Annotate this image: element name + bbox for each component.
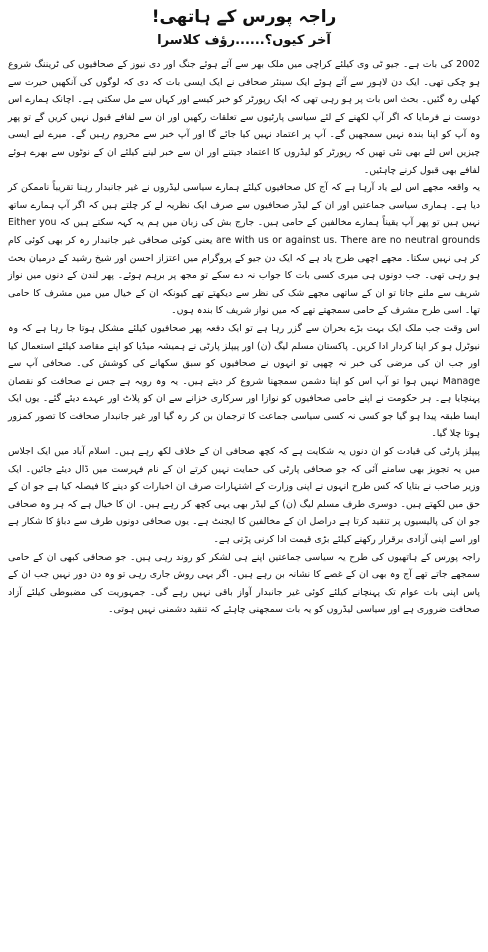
article-title: راجہ پورس کے ہاتھی! (151, 7, 337, 27)
article-byline: آخر کیوں؟......رؤف کلاسرا (157, 33, 331, 48)
article-paragraph: 2002 کی بات ہے۔ جیو ٹی وی کیلئے کراچی میں ملک بھر سے آئے ہوئے جنگ اور دی نیوز کے صحافیوں کی ٹریننگ شروع ہو چکی تھی۔ ایک دن لاہور سے آئے ہوئے ایک سینئر صحافی نے ایک ایسی بات کہ دی کہ لوگوں کی آنکھیں حیرت سے کھلی رہ گئیں۔ بحث اس بات پر ہو رہی تھی کہ ایک رپورٹر کو خبر کیسے اور کہاں سے مل سکتی ہے۔ اچانک ہمارے اس دوست نے فرمایا کہ اگر آپ لکھنے کے لئے سیاسی پارٹیوں سے تعلقات رکھیں اور ان سے لفافے قبول نہیں کریں گے تو پھر وہ آپ کو اپنا بندہ نہیں سمجھیں گے۔ آپ پر اعتماد نہیں کیا جائے گا اور آپ خبر سے محروم رہیں گے۔ میرے لیے ایسی چیزیں اس لئے بھی نئی تھیں کہ رپورٹر کو لیڈروں کا اعتماد جیتنے اور ان سے خبر لینے کیلئے ان کے نوٹوں سے بھرے ہوئے لفافے بھی قبول کرنے چاہئیں۔ (8, 59, 480, 176)
article-paragraph: یہ واقعہ مجھے اس لیے یاد آرہا ہے کہ آج کل صحافیوں کیلئے ہمارے سیاسی لیڈروں نے غیر جانبدار رہنا تقریباً ناممکن کر دیا ہے۔ ہماری سیاسی جماعتیں اور ان کے لیڈر صحافیوں سے صرف ایک نظریہ لے کر چلتے ہیں کہ اگر آپ ہمارے ساتھ نہیں ہیں تو پھر آپ یقیناً ہمارے مخالفین کے حامی ہیں۔ جارج بش کی زبان میں ہم یہ کہہ سکتے ہیں کہ Either you are with us or against us. There are no neutral grounds یعنی کوئی صحافی غیر جانبدار رہ کر بھی کوئی کام کر ہی نہیں سکتا۔ مجھے اچھی طرح یاد ہے کہ ایک دن جیو کے پروگرام میں اعتزاز احسن اور شیخ رشید کے درمیان بحث ہو رہی تھی۔ جب دونوں ہی میری کسی بات کا جواب نہ دے سکے تو مجھ پر برہم ہوئے۔ پھر لندن کے دنوں میں نواز شریف سے ملنے جاتا تو ان کے ساتھی مجھے شک کی نظر سے دیکھتے تھے کیونکہ ان کے خیال میں میں مشرف کا حامی تھا۔ اسی طرح مشرف کے حامی سمجھتے تھے کہ میں نواز شریف کا بندہ ہوں۔ (8, 182, 480, 317)
article-paragraph: اس وقت جب ملک ایک بہت بڑے بحران سے گزر رہا ہے تو ایک دفعہ پھر صحافیوں کیلئے مشکل ہوتا جا رہا ہے کہ وہ نیوٹرل ہو کر اپنا کردار ادا کریں۔ پاکستان مسلم لیگ (ن) اور پیپلز پارٹی نے ہمیشہ میڈیا کو اپنے مقاصد کیلئے استعمال کیا اور جب ان کی مرضی کی خبر نہ چھپی تو انہوں نے صحافیوں کو سبق سکھانے کی کوشش کی۔ صحافی آپ سے Manage نہیں ہوا تو آپ اس کو اپنا دشمن سمجھنا شروع کر دیتے ہیں۔ یہ وہ رویہ ہے جس نے صحافت کو نقصان پہنچایا ہے۔ ہر حکومت نے اپنے حامی صحافیوں کو نوازا اور سرکاری خزانے سے ان کو پلاٹ اور عہدے دیئے گئے۔ یوں ایک ایسا طبقہ پیدا ہو گیا جو کسی نہ کسی سیاسی جماعت کا ترجمان بن کر رہ گیا اور غیر جانبدار صحافت کا تصور کمزور ہوتا چلا گیا۔ (8, 322, 480, 440)
article-paragraph: پیپلز پارٹی کی قیادت کو ان دنوں یہ شکایت ہے کہ کچھ صحافی ان کے خلاف لکھ رہے ہیں۔ اسلام آباد میں ایک اجلاس میں یہ تجویز بھی سامنے آئی کہ جو صحافی پارٹی کی حمایت نہیں کرتے ان کے نام فہرست میں ڈال دیئے جائیں۔ ایک وزیر صاحب نے بتایا کہ کس طرح انہوں نے اپنی وزارت کے اشتہارات صرف ان اخبارات کو دینے کا فیصلہ کیا ہے جو ان کے حق میں لکھتے ہیں۔ دوسری طرف مسلم لیگ (ن) کے لیڈر بھی یہی کچھ کر رہے ہیں۔ ان کا خیال ہے کہ ہر وہ صحافی جو ان کی پالیسیوں پر تنقید کرتا ہے دراصل ان کے مخالفین کا ایجنٹ ہے۔ یوں صحافی دونوں طرف سے دباؤ کا شکار ہے اور اسے اپنی آزادی برقرار رکھنے کیلئے بڑی قیمت ادا کرنی پڑتی ہے۔ (8, 446, 480, 546)
article-body (8, 56, 480, 619)
article-paragraph: راجہ پورس کے ہاتھیوں کی طرح یہ سیاسی جماعتیں اپنے ہی لشکر کو روند رہی ہیں۔ جو صحافی کبھی ان کے حامی سمجھے جاتے تھے آج وہ بھی ان کے غصے کا نشانہ بن رہے ہیں۔ اگر یہی روش جاری رہی تو وہ دن دور نہیں جب ان کے پاس اپنی بات عوام تک پہنچانے کیلئے کوئی غیر جانبدار آواز باقی نہیں رہے گی۔ جمہوریت کی مضبوطی کیلئے آزاد صحافت ضروری ہے اور سیاسی لیڈروں کو یہ بات سمجھنی چاہئے کہ تنقید دشمنی نہیں ہوتی۔ (8, 551, 480, 616)
